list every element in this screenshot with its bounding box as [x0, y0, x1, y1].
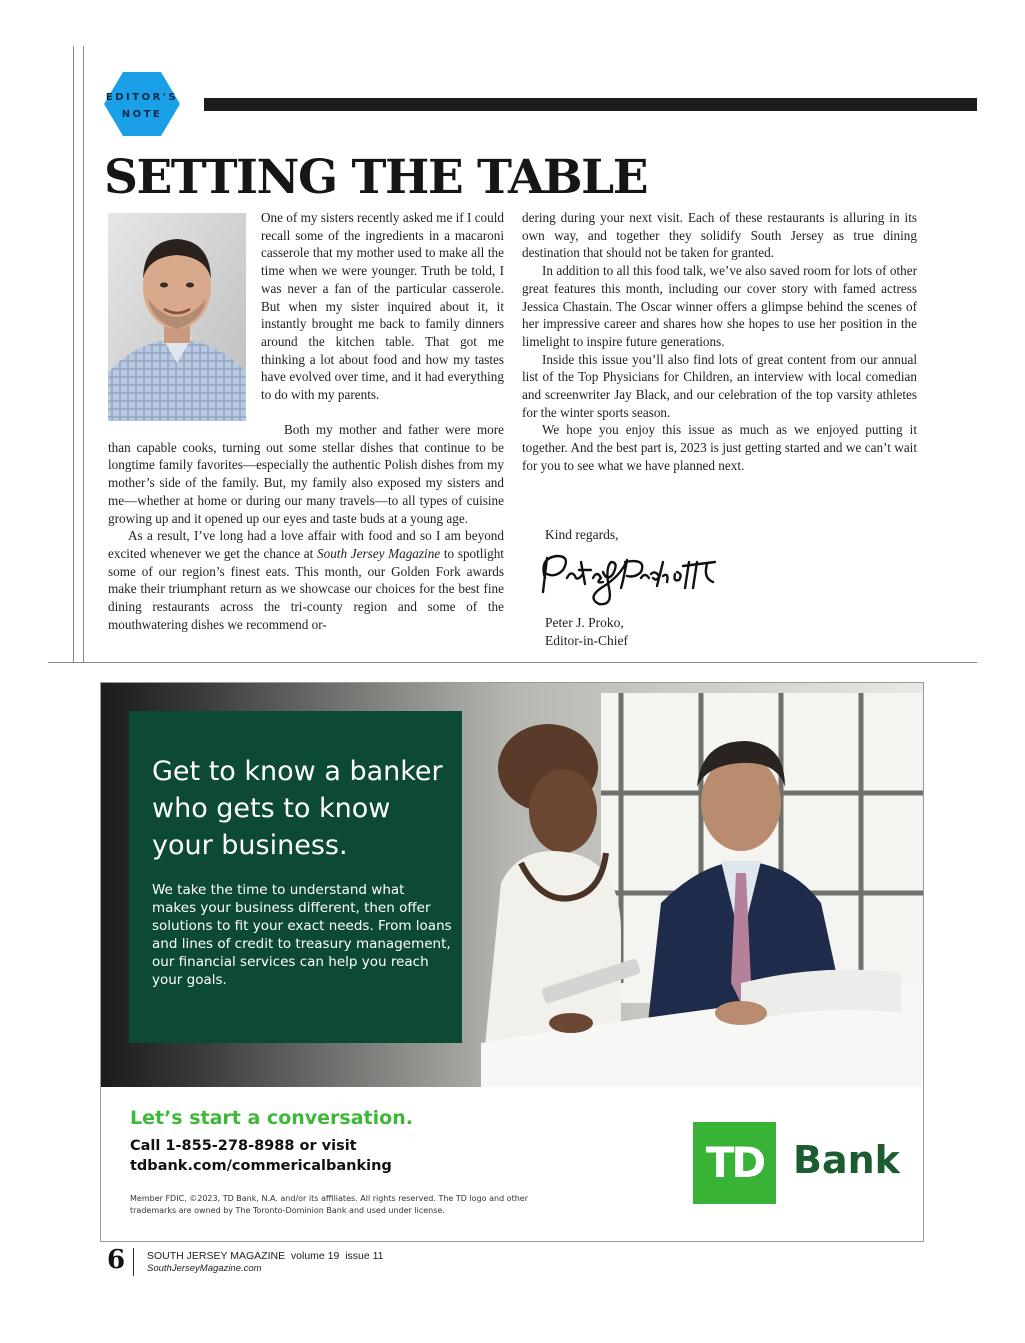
- magazine-name: South Jersey Magazine: [317, 545, 441, 561]
- td-logo: [693, 1122, 776, 1204]
- article-paragraph: dering during your next visit. Each of these restaurants is alluring in its own way, and together they solidify South Jersey as true dining destination that should not be taken for granted.: [522, 210, 917, 261]
- ad-contact: [130, 1136, 490, 1176]
- ad-website-link[interactable]: tdbank.com/commericalbanking: [130, 1158, 392, 1174]
- page-number: 6: [107, 1245, 126, 1275]
- article-paragraph: We hope you enjoy this issue as much as we enjoyed putting it together. And the best part is, 2023 is just getting started and we can’t wait for you to see what we have planned next.: [522, 422, 917, 473]
- left-rule-inner: [83, 46, 84, 662]
- td-logo-mark: TD: [705, 1138, 764, 1187]
- article-paragraph: In addition to all this food talk, we’ve also saved room for lots of other great features this month, including our cover story with famed actress Jessica Chastain. The Oscar winner offers a glimpse behind the scenes of her impressive career and shares how she hopes to use her position in the limelight to inspire future generations.: [522, 263, 917, 349]
- page-title: SETTING THE TABLE: [104, 150, 648, 205]
- left-rule-outer: [73, 46, 74, 662]
- article-paragraph: Both my mother and father were more than capable cooks, turning out some stellar dishes that continue to be longtime family favorites—especially the authentic Polish dishes from my mother’s side of the family. But, my family also exposed my sisters and me—whether at home or during our many travels—to all types of cuisine growing up and it opened up our eyes and taste buds at a young age.: [108, 422, 504, 526]
- header-bar: [204, 98, 977, 111]
- article-column-1-bottom: [108, 421, 504, 633]
- paragraph-text: to spotlight some of our region’s finest eats. This month, our Golden Fork awards make their triumphant return as we showcase our choices for the best fine dining restaurants across the tri-county region and some of the mouthwatering dishes we recommend or-: [108, 545, 504, 632]
- ad-phone[interactable]: Call 1-855-278-8988 or visit: [130, 1138, 357, 1154]
- publication-info: SOUTH JERSEY MAGAZINE volume 19 issue 11: [147, 1250, 384, 1262]
- editor-portrait: [108, 213, 246, 421]
- editors-note-badge: [104, 72, 180, 136]
- badge-line2: NOTE: [121, 109, 163, 120]
- ad-cta: Let’s start a conversation.: [130, 1107, 413, 1129]
- closing-salutation: Kind regards,: [545, 527, 619, 542]
- article-paragraph: One of my sisters recently asked me if I could recall some of the ingredients in a macaroni casserole that my mother used to make all the time when we were younger. Truth be told, I was never a fan of the particular casserole. But when my sister inquired about it, it instantly brought me back to family dinners around the kitchen table. That got me thinking a lot about food and how my tastes have evolved over time, and it had everything to do with my parents.: [261, 210, 504, 403]
- td-bank-wordmark: Bank: [793, 1138, 900, 1182]
- paragraph-text: As a result, I’ve long had a love affair with food and so I am beyond excited whenever we get the chance at: [108, 528, 504, 561]
- editor-title: Editor-in-Chief: [545, 633, 628, 648]
- article-paragraph: [108, 527, 504, 633]
- footer-divider: [133, 1248, 134, 1276]
- ad-legal-disclaimer: Member FDIC, ©2023, TD Bank, N.A. and/or its affiliates. All rights reserved. The TD logo and other trademarks are owned by The Toronto-Dominion Bank and used under license.: [130, 1194, 528, 1215]
- badge-line1: EDITOR'S: [105, 92, 179, 103]
- ad-message-box: [129, 711, 462, 1043]
- article-paragraph: Inside this issue you’ll also find lots of great content from our annual list of the Top Physicians for Children, an interview with local comedian and screenwriter Jay Black, and our celebration of the top varsity athletes for the winter sports season.: [522, 351, 917, 420]
- publication-url[interactable]: SouthJerseyMagazine.com: [147, 1263, 262, 1274]
- article-column-2: [522, 209, 917, 475]
- ad-headline: Get to know a banker who gets to know your business.: [152, 756, 443, 861]
- section-divider: [48, 662, 977, 663]
- signature: [537, 548, 717, 610]
- ad-body-copy: We take the time to understand what makes your business different, then offer solutions to fit your exact needs. From loans and lines of credit to treasury management, our financial services can help you reach your goals.: [152, 882, 452, 988]
- ad-photo: [101, 683, 923, 1087]
- editor-name: Peter J. Proko,: [545, 615, 624, 630]
- td-bank-advertisement[interactable]: [100, 682, 924, 1242]
- article-column-1-top: [261, 209, 504, 404]
